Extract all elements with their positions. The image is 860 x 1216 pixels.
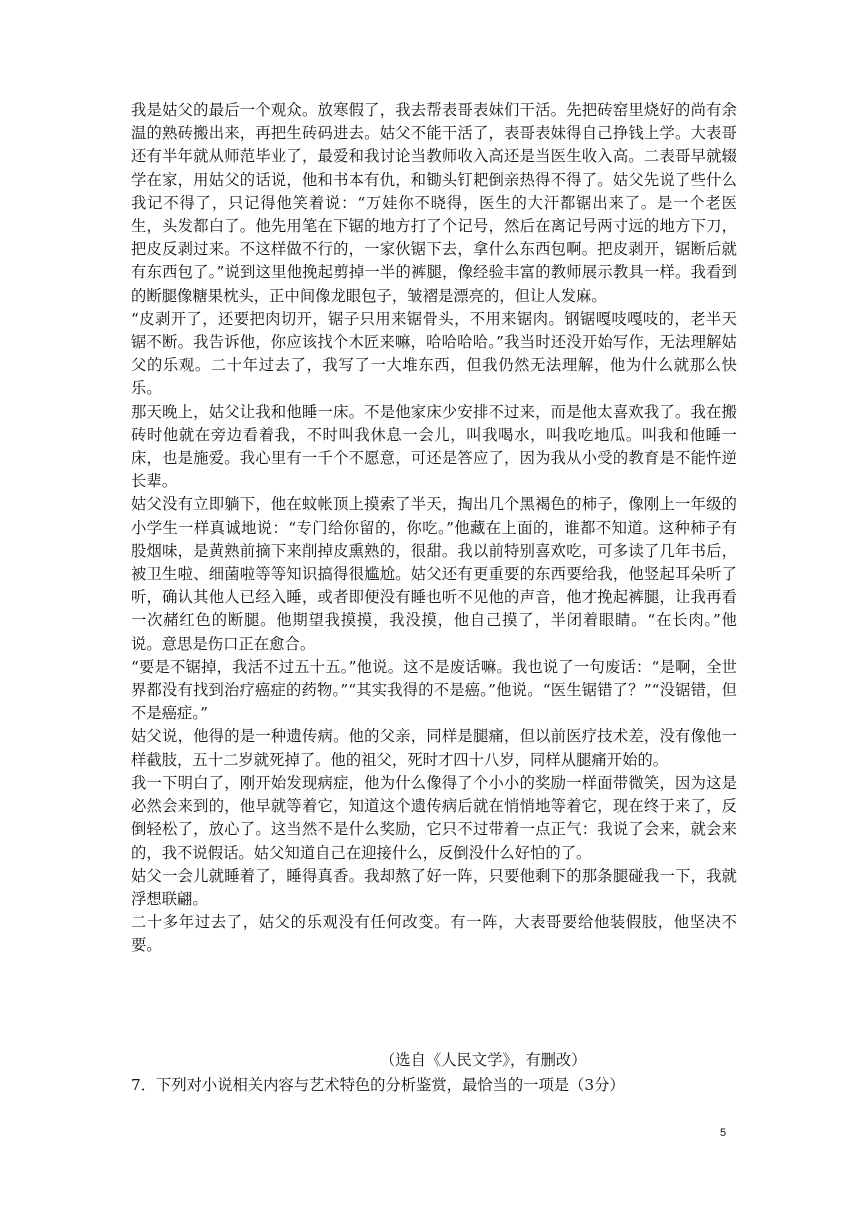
paragraph: 我是姑父的最后一个观众。放寒假了，我去帮表哥表妹们干活。先把砖窑里烧好的尚有余温的熟砖搬出来，再把生砖码进去。姑父不能干活了，表哥表妹得自己挣钱上学。大表哥还有半年就从师范毕业了，最爱和我讨论当教师收入高还是当医生收入高。二表哥早就辍学在家，用姑父的话说，他和书本有仇，和锄头钉耙倒亲热得不得了。姑父先说了些什么我记不得了，只记得他笑着说：“万娃你不晓得，医生的大汗都锯出来了。是一个老医生，头发都白了。他先用笔在下锯的地方打了个记号，然后在离记号两寸远的地方下刀，把皮反剥过来。不这样做不行的，一家伙锯下去，拿什么东西包啊。把皮剥开，锯断后就有东西包了。”说到这里他挽起剪掉一半的裤腿，像经验丰富的教师展示教具一样。我看到的断腿像糖果枕头，正中间像龙眼包子，皱褶是漂亮的，但让人发麻。 bbox=[131, 101, 737, 305]
page-number: 5 bbox=[720, 1127, 727, 1139]
story-text bbox=[131, 99, 737, 958]
source-note: （选自《人民文学》，有删改） bbox=[380, 1051, 587, 1069]
paragraph: 姑父一会儿就睡着了，睡得真香。我却熬了好一阵，只要他剩下的那条腿碰我一下，我就浮想联翩。 bbox=[131, 866, 737, 908]
paragraph: 姑父说，他得的是一种遗传病。他的父亲，同样是腿痛，但以前医疗技术差，没有像他一样截肢，五十二岁就死掉了。他的祖父，死时才四十八岁，同样从腿痛开始的。 bbox=[131, 727, 737, 769]
paragraph: “皮剥开了，还要把肉切开，锯子只用来锯骨头，不用来锯肉。钢锯嘎吱嘎吱的，老半天锯不断。我告诉他，你应该找个木匠来嘛，哈哈哈哈。”我当时还没开始写作，无法理解姑父的乐观。二十年过去了，我写了一大堆东西，但我仍然无法理解，他为什么就那么快乐。 bbox=[131, 309, 737, 398]
paragraph: 二十多年过去了，姑父的乐观没有任何改变。有一阵，大表哥要给他装假肢，他坚决不要。 bbox=[131, 913, 737, 955]
question-7: 7．下列对小说相关内容与艺术特色的分析鉴赏，最恰当的一项是（3分） bbox=[131, 1076, 625, 1094]
paragraph: “要是不锯掉，我活不过五十五。”他说。这不是废话嘛。我也说了一句废话：“是啊，全世界都没有找到治疗癌症的药物。”“其实我得的不是癌。”他说。“医生锯错了？”“没锯错，但不是癌症。” bbox=[131, 657, 737, 723]
paragraph: 姑父没有立即躺下，他在蚊帐顶上摸索了半天，掏出几个黑褐色的柿子，像刚上一年级的小学生一样真诚地说：“专门给你留的，你吃。”他藏在上面的，谁都不知道。这种柿子有股烟味，是黄熟前摘下来削掉皮熏熟的，很甜。我以前特别喜欢吃，可多读了几年书后，被卫生啦、细菌啦等等知识搞得很尴尬。姑父还有更重要的东西要给我，他竖起耳朵听了听，确认其他人已经入睡，或者即便没有睡也听不见他的声音，他才挽起裤腿，让我再看一次赭红色的断腿。他期望我摸摸，我没摸，他自己摸了，半闭着眼睛。“在长肉。”他说。意思是伤口正在愈合。 bbox=[131, 495, 737, 653]
paragraph: 那天晚上，姑父让我和他睡一床。不是他家床少安排不过来，而是他太喜欢我了。我在搬砖时他就在旁边看着我，不时叫我休息一会儿，叫我喝水，叫我吃地瓜。叫我和他睡一床，也是施爱。我心里有一千个不愿意，可还是答应了，因为我从小受的教育是不能忤逆长辈。 bbox=[131, 402, 737, 491]
paragraph: 我一下明白了，刚开始发现病症，他为什么像得了个小小的奖励一样面带微笑，因为这是必然会来到的，他早就等着它，知道这个遗传病后就在悄悄地等着它，现在终于来了，反倒轻松了，放心了。这当然不是什么奖励，它只不过带着一点正气：我说了会来，就会来的，我不说假话。姑父知道自己在迎接什么，反倒没什么好怕的了。 bbox=[131, 773, 737, 862]
